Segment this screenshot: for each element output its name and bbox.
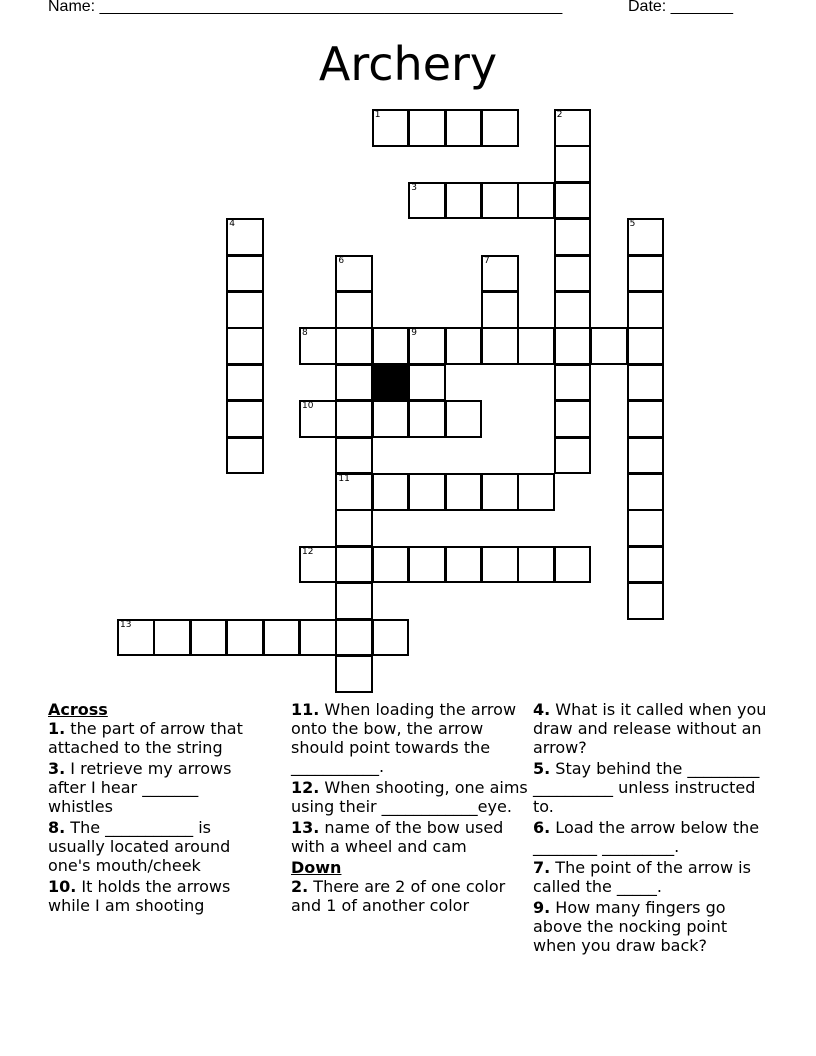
cell-number: 11 [338,474,350,484]
crossword-cell[interactable] [627,364,665,402]
cell-number: 5 [629,219,636,230]
crossword-cell[interactable] [263,619,301,657]
clue-number: 9. [533,898,551,917]
clue-text: When shooting, one aims using their ____________eye. [291,778,528,816]
crossword-cell[interactable] [481,255,519,293]
crossword-cell[interactable] [335,619,373,657]
crossword-cell[interactable] [335,255,373,293]
crossword-cell[interactable] [627,546,665,584]
crossword-cell[interactable] [372,400,410,438]
crossword-cell[interactable] [372,109,410,147]
crossword-cell[interactable] [554,109,592,147]
crossword-black-cell [372,364,410,402]
clue-number: 5. [533,759,551,778]
clue-across-1 [48,719,268,757]
crossword-cell[interactable] [627,327,665,365]
crossword-cell[interactable] [335,582,373,620]
crossword-cell[interactable] [481,546,519,584]
crossword-cell[interactable] [408,327,446,365]
crossword-cell[interactable] [554,291,592,329]
clue-text: When loading the arrow onto the bow, the arrow should point towards the ___________. [291,700,517,776]
crossword-cell[interactable] [226,364,264,402]
crossword-cell[interactable] [226,291,264,329]
clue-number: 13. [291,818,320,837]
crossword-cell[interactable] [117,619,155,657]
crossword-cell[interactable] [226,255,264,293]
clue-number: 12. [291,778,320,797]
crossword-cell[interactable] [408,473,446,511]
cell-number: 12 [302,546,314,557]
crossword-cell[interactable] [226,619,264,657]
crossword-cell[interactable] [408,364,446,402]
cell-number: 13 [120,619,132,630]
clue-number: 2. [291,877,309,896]
crossword-cell[interactable] [627,218,665,256]
crossword-cell[interactable] [627,255,665,293]
clue-across-11 [291,700,529,776]
crossword-cell[interactable] [335,327,373,365]
clue-across-12 [291,778,529,816]
clue-down-2 [291,877,529,915]
crossword-cell[interactable] [408,546,446,584]
crossword-cell[interactable] [554,255,592,293]
crossword-cell[interactable] [190,619,228,657]
clue-down-6 [533,818,773,856]
crossword-cell[interactable] [335,509,373,547]
crossword-cell[interactable] [299,546,337,584]
clue-column-1 [48,700,268,917]
clue-text: the part of arrow that attached to the string [48,719,243,757]
crossword-cell[interactable] [335,291,373,329]
crossword-cell[interactable] [554,218,592,256]
crossword-cell[interactable] [554,546,592,584]
clue-text: Stay behind the _________ __________ unless instructed to. [533,759,760,816]
clue-text: name of the bow used with a wheel and cam [291,818,504,856]
clue-text: What is it called when you draw and release without an arrow? [533,700,767,757]
clue-down-9 [533,898,773,955]
crossword-cell[interactable] [408,400,446,438]
crossword-cell[interactable] [335,400,373,438]
clue-number: 7. [533,858,551,877]
crossword-cell[interactable] [481,291,519,329]
cell-number: 8 [302,328,308,339]
crossword-cell[interactable] [299,400,337,438]
crossword-cell[interactable] [299,327,337,365]
crossword-cell[interactable] [335,364,373,402]
cell-number: 7 [484,255,490,266]
clue-down-4 [533,700,773,757]
clue-down-5 [533,759,773,816]
cell-number: 1 [374,110,381,120]
crossword-cell[interactable] [372,473,410,511]
cell-number: 4 [229,219,235,230]
page-title: Archery [318,37,498,91]
crossword-cell[interactable] [335,655,373,693]
crossword-cell[interactable] [335,473,373,511]
cell-number: 9 [411,328,417,339]
crossword-cell[interactable] [627,509,665,547]
clue-number: 8. [48,818,66,837]
crossword-cell[interactable] [627,291,665,329]
clue-number: 3. [48,759,66,778]
crossword-cell[interactable] [481,109,519,147]
crossword-cell[interactable] [372,546,410,584]
crossword-cell[interactable] [627,437,665,475]
crossword-cell[interactable] [554,327,592,365]
crossword-cell[interactable] [226,218,264,256]
crossword-cell[interactable] [481,182,519,220]
crossword-cell[interactable] [372,619,410,657]
cell-number: 10 [302,401,314,412]
crossword-cell[interactable] [445,182,483,220]
crossword-cell[interactable] [226,437,264,475]
crossword-cell[interactable] [554,364,592,402]
clue-down-7 [533,858,773,896]
across-heading: Across [48,700,108,719]
crossword-cell[interactable] [554,182,592,220]
crossword-cell[interactable] [517,473,555,511]
name-field-label: Name: ____________________________________________________ [48,0,563,15]
crossword-cell[interactable] [335,437,373,475]
clue-text: How many fingers go above the nocking point when you draw back? [533,898,728,955]
clue-column-3 [533,700,773,957]
crossword-cell[interactable] [408,182,446,220]
crossword-cell[interactable] [554,400,592,438]
clue-text: There are 2 of one color and 1 of another color [291,877,506,915]
clue-text: Load the arrow below the ________ _________. [533,818,760,856]
crossword-cell[interactable] [445,546,483,584]
crossword-cell[interactable] [554,437,592,475]
clue-text: I retrieve my arrows after I hear _______ whistles [48,759,232,816]
clue-number: 6. [533,818,551,837]
clue-number: 1. [48,719,66,738]
down-heading: Down [291,858,342,877]
clue-across-13 [291,818,529,856]
crossword-cell[interactable] [153,619,191,657]
clue-number: 10. [48,877,77,896]
clue-text: The point of the arrow is called the _____. [533,858,751,896]
crossword-cell[interactable] [481,327,519,365]
clue-across-3 [48,759,268,816]
crossword-cell[interactable] [627,473,665,511]
crossword-cell[interactable] [226,327,264,365]
crossword-cell[interactable] [445,400,483,438]
clue-text: The ___________ is usually located around one's mouth/cheek [48,818,231,875]
clue-across-8 [48,818,268,875]
crossword-cell[interactable] [517,182,555,220]
crossword-cell[interactable] [627,582,665,620]
clue-column-2 [291,700,529,917]
crossword-cell[interactable] [408,109,446,147]
crossword-cell[interactable] [445,109,483,147]
clue-number: 11. [291,700,320,719]
crossword-cell[interactable] [517,546,555,584]
clue-across-10 [48,877,268,915]
date-field-label: Date: _______ [628,0,733,15]
clue-number: 4. [533,700,551,719]
crossword-cell[interactable] [627,400,665,438]
crossword-cell[interactable] [445,327,483,365]
crossword-cell[interactable] [335,546,373,584]
crossword-cell[interactable] [372,327,410,365]
cell-number: 2 [556,110,563,120]
clue-text: It holds the arrows while I am shooting [48,877,231,915]
crossword-cell[interactable] [445,473,483,511]
crossword-cell[interactable] [226,400,264,438]
crossword-cell[interactable] [517,327,555,365]
crossword-cell[interactable] [481,473,519,511]
crossword-cell[interactable] [554,145,592,183]
cell-number: 3 [411,182,417,193]
cell-number: 6 [338,255,345,266]
crossword-cell[interactable] [299,619,337,657]
crossword-cell[interactable] [590,327,628,365]
